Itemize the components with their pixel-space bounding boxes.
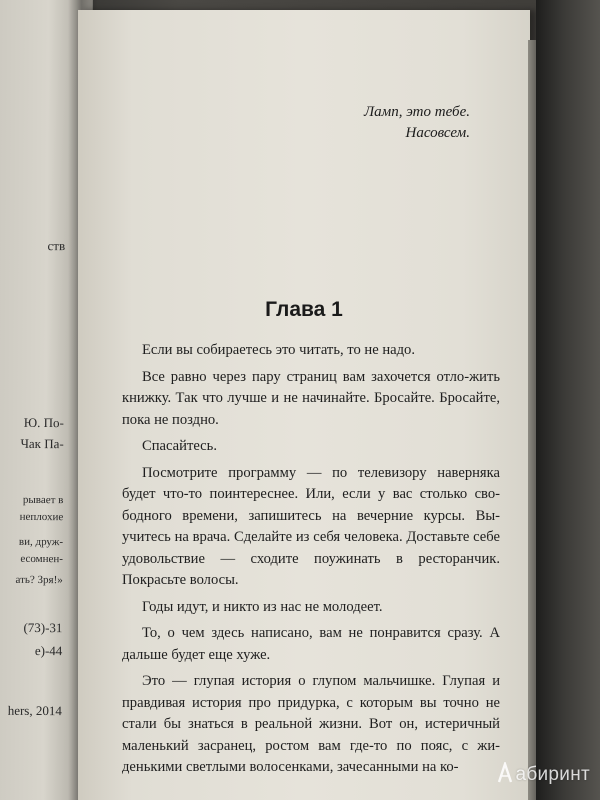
- left-page-text-fragment: есомнен-: [20, 552, 64, 566]
- labirint-watermark: [496, 762, 590, 786]
- book-page-right: [78, 10, 530, 800]
- left-page-text-fragment: ств: [47, 238, 66, 254]
- paragraph: Если вы собираетесь это читать, то не надо.: [142, 342, 415, 358]
- paragraph: Посмотрите программу — по телевизору наверняка будет что-то поинтереснее. Или, если у вас столько сво-бодного времени, запишитесь на вечерние курсы. Вы-учитесь на врача. Сделайте из себя человека. Доставьте себе удовольствие — сходите поужинать в ресторанчик. Покрасьте волосы.: [122, 464, 500, 588]
- book-cover-board: [536, 0, 600, 800]
- left-page-text-fragment: неплохие: [19, 510, 64, 524]
- left-page-text-fragment: ать? Зря!»: [15, 573, 63, 587]
- left-page-text-fragment: рывает в: [22, 493, 64, 507]
- paragraph: Спасайтесь.: [142, 438, 217, 454]
- paragraph: Годы идут, и никто из нас не молодеет.: [142, 598, 383, 615]
- left-page-text-fragment: е)-44: [34, 643, 63, 659]
- left-page-text-fragment: hers, 2014: [7, 702, 62, 719]
- dedication-line-1: Ламп, это тебе.: [364, 104, 470, 120]
- chapter-title: Глава 1: [265, 298, 343, 321]
- paragraph: Все равно через пару страниц вам захочется отло-жить книжку. Так что лучше и не начинайте. Бросайте. Бросайте, пока не поздно.: [122, 368, 500, 428]
- left-page-text-fragment: (73)-31: [23, 619, 63, 636]
- dedication-line-2: Насовсем.: [405, 125, 470, 141]
- chapter-text: [122, 340, 500, 784]
- paragraph: То, о чем здесь написано, вам не понравится сразу. А дальше будет еще хуже.: [122, 625, 500, 663]
- left-page-text-fragment: ви, друж-: [18, 535, 64, 549]
- labirint-l-logo-icon: [496, 762, 514, 784]
- left-page-text-fragment: Чак Па-: [20, 435, 64, 452]
- paragraph: Это — глупая история о глупом мальчишке. Глупая и правдивая история про придурка, с которым вы точно не стали бы знаться в реальной жизни. Вот он, истеричный маленький засранец, ростом вам где-то по пояс, с жи-денькими светлыми волосенками, зачесанными на ко-: [122, 673, 500, 775]
- watermark-text: абиринт: [515, 764, 590, 785]
- dedication: [364, 102, 470, 144]
- left-page-text-fragment: Ю. По-: [23, 414, 64, 431]
